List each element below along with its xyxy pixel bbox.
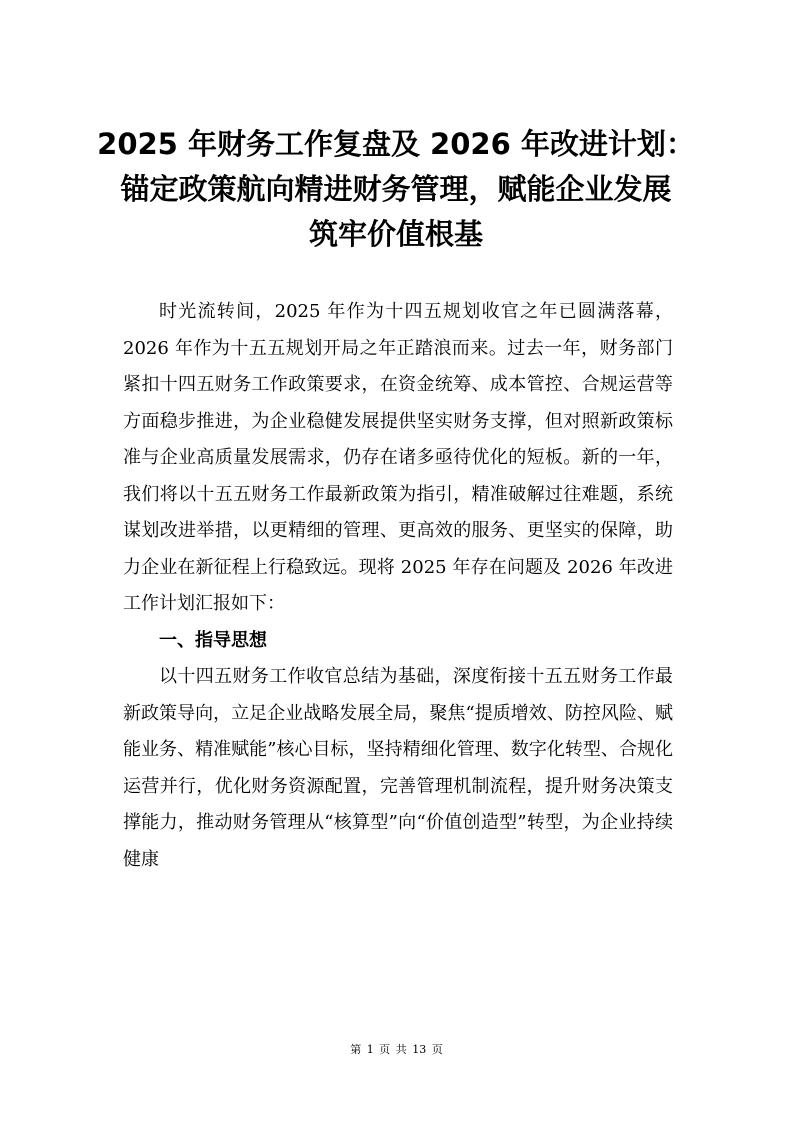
page-number: 第 1 页 共 13 页 <box>350 1043 443 1056</box>
title-line-2: 锚定政策航向精进财务管理，赋能企业发展 <box>120 172 672 206</box>
document-title <box>96 122 696 257</box>
intro-paragraph: 时光流转间，2025 年作为十四五规划收官之年已圆满落幕，2026 年作为十五五规划开局之年正踏浪而来。过去一年，财务部门紧扣十四五财务工作政策要求，在资金统筹、成本管控、合规运营等方面稳步推进，为企业稳健发展提供坚实财务支撑，但对照新政策标准与企业高质量发展需求，仍存在诸多亟待优化的短板。新的一年，我们将以十五五财务工作最新政策为指引，精准破解过往难题，系统谋划改进举措，以更精细的管理、更高效的服务、更坚实的保障，助力企业在新征程上行稳致远。现将 2025 年存在问题及 2026 年改进工作计划汇报如下： <box>123 301 673 614</box>
section-paragraph-guiding-ideology: 以十四五财务工作收官总结为基础，深度衔接十五五财务工作最新政策导向，立足企业战略发展全局，聚焦“提质增效、防控风险、赋能业务、精准赋能”核心目标，坚持精细化管理、数字化转型、合规化运营并行，优化财务资源配置，完善管理机制流程，提升财务决策支撑能力，推动财务管理从“核算型”向“价值创造型”转型，为企业持续健康 <box>123 666 673 870</box>
title-line-3: 筑牢价值根基 <box>308 217 483 251</box>
section-heading-guiding-ideology: 一、指导思想 <box>159 629 267 651</box>
document-body <box>123 294 673 878</box>
page-footer <box>0 1041 793 1057</box>
title-line-1: 2025 年财务工作复盘及 2026 年改进计划： <box>97 127 695 161</box>
